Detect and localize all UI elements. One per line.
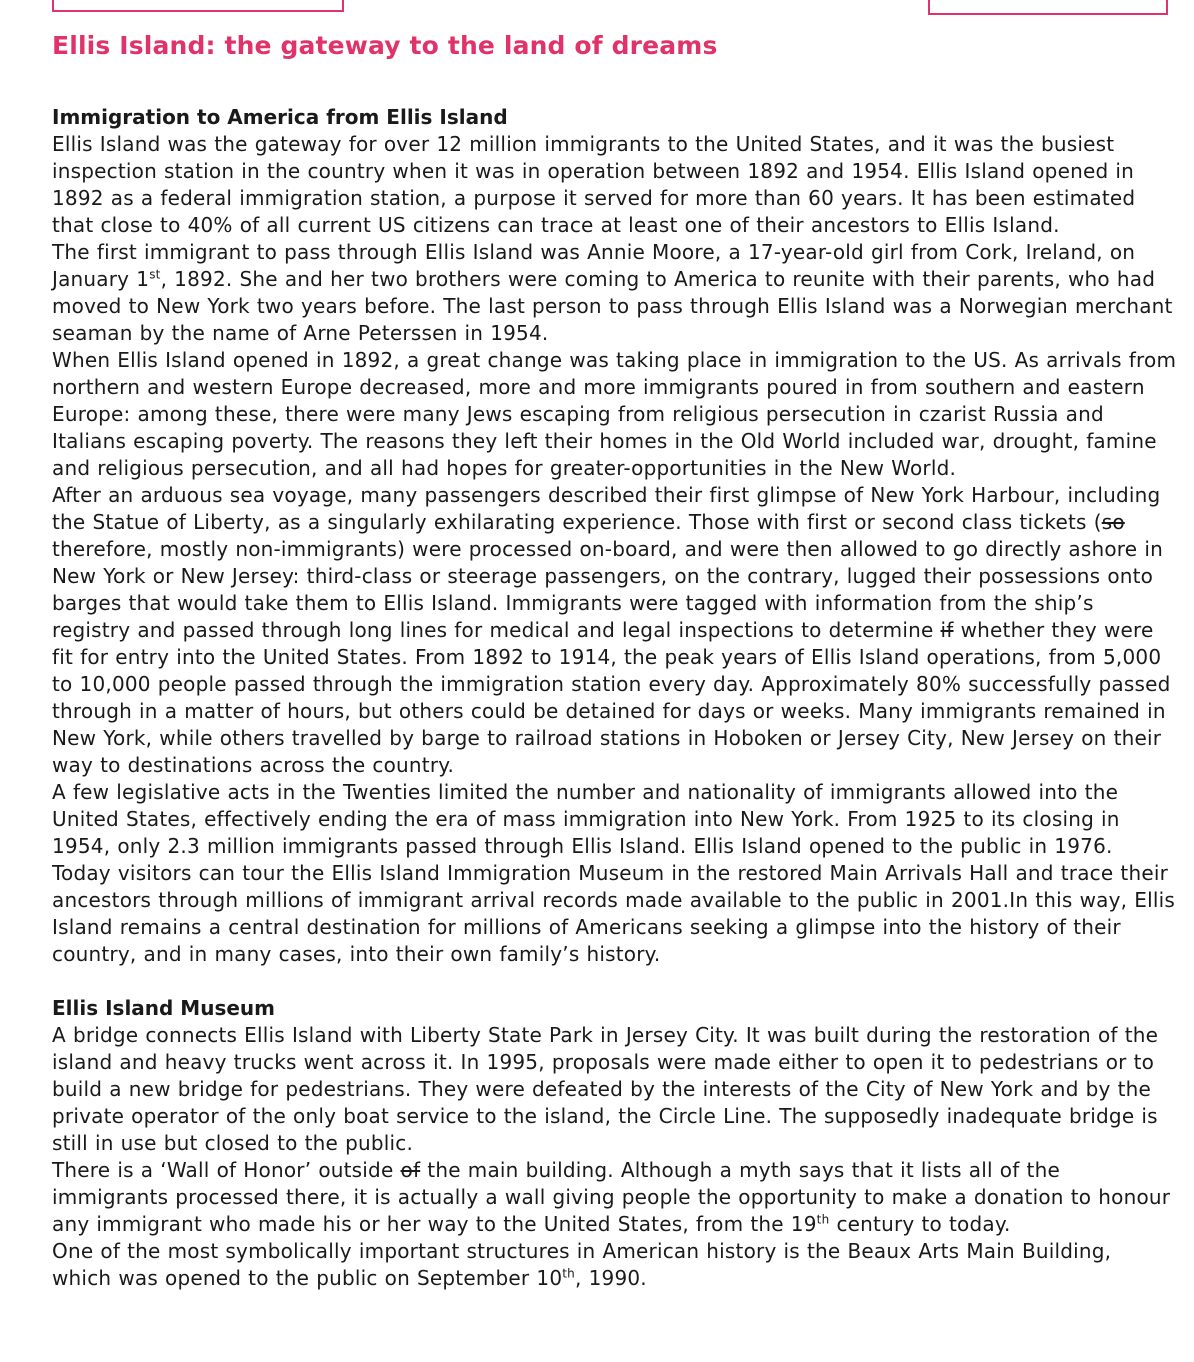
article — [52, 28, 1177, 1292]
struck-text: if — [940, 618, 954, 642]
article-title: Ellis Island: the gateway to the land of dreams — [52, 31, 718, 60]
text-run: therefore, mostly non-immigrants) were processed on-board, and were then allowed to go directly ashore in New York or New Jersey: third-class or steerage passengers, on the contrary, lugged their possessions onto barges that would take them to Ellis Island. Immigrants were tagged with information from the ship’s registry and passed through long lines for medical and legal inspections to determine — [52, 537, 1163, 642]
section-heading: Immigration to America from Ellis Island — [52, 105, 508, 129]
struck-text: so — [1101, 510, 1125, 534]
paragraph: A bridge connects Ellis Island with Liberty State Park in Jersey City. It was built during the restoration of the island and heavy trucks went across it. In 1995, proposals were made either to open it to pedestrians or to build a new bridge for pedestrians. They were defeated by the interests of the City of New York and by the private operator of the only boat service to the island, the Circle Line. The supposedly inadequate bridge is still in use but closed to the public. — [52, 1023, 1159, 1155]
text-run: After an arduous sea voyage, many passengers described their first glimpse of New York Harbour, including the Statue of Liberty, as a singularly exhilarating experience. Those with first or second class tickets ( — [52, 483, 1161, 534]
text-run: One of the most symbolically important structures in American history is the Beaux Arts Main Building, which was opened to the public on September 10 — [52, 1239, 1112, 1290]
header-box-left — [52, 0, 344, 12]
text-run: whether they were fit for entry into the United States. From 1892 to 1914, the peak years of Ellis Island operations, from 5,000 to 10,000 people passed through the immigration station every day. Approximately 80% successfully passed through in a matter of hours, but others could be detained for days or weeks. Many immigrants remained in New York, while others travelled by barge to railroad stations in Hoboken or Jersey City, New Jersey on their way to destinations across the country. — [52, 618, 1171, 777]
section-immigration — [52, 104, 1177, 968]
header-box-right — [928, 0, 1168, 15]
paragraph — [52, 1157, 1177, 1238]
text-run: , 1990. — [574, 1266, 647, 1290]
text-run: century to today. — [829, 1212, 1011, 1236]
text-run: The first immigrant to pass through Ellis Island was Annie Moore, a 17-year-old girl from Cork, Ireland, on January 1 — [52, 240, 1136, 291]
paragraph: When Ellis Island opened in 1892, a great change was taking place in immigration to the US. As arrivals from northern and western Europe decreased, more and more immigrants poured in from southern and eastern Europe: among these, there were many Jews escaping from religious persecution in czarist Russia and Italians escaping poverty. The reasons they left their homes in the Old World included war, drought, famine and religious persecution, and all had hopes for greater-opportunities in the New World. — [52, 348, 1177, 480]
section-museum — [52, 995, 1177, 1292]
paragraph: A few legislative acts in the Twenties limited the number and nationality of immigrants allowed into the United States, effectively ending the era of mass immigration into New York. From 1925 to its closing in 1954, only 2.3 million immigrants passed through Ellis Island. Ellis Island opened to the public in 1976. Today visitors can tour the Ellis Island Immigration Museum in the restored Main Arrivals Hall and trace their ancestors through millions of immigrant arrival records made available to the public in 2001.In this way, Ellis Island remains a central destination for millions of Americans seeking a glimpse into the history of their country, and in many cases, into their own family’s history. — [52, 780, 1176, 966]
text-run: the main building. Although a myth says that it lists all of the immigrants processed there, it is actually a wall giving people the opportunity to make a donation to honour any immigrant who made his or her way to the United States, from the 19 — [52, 1158, 1171, 1236]
paragraph — [52, 1238, 1177, 1292]
ordinal-suffix: th — [562, 1266, 575, 1281]
paragraph: Ellis Island was the gateway for over 12 million immigrants to the United States, and it was the busiest inspection station in the country when it was in operation between 1892 and 1954. Ellis Island opened in 1892 as a federal immigration station, a purpose it served for more than 60 years. It has been estimated that close to 40% of all current US citizens can trace at least one of their ancestors to Ellis Island. — [52, 132, 1136, 237]
section-heading: Ellis Island Museum — [52, 996, 275, 1020]
paragraph — [52, 239, 1177, 347]
text-run: , 1892. She and her two brothers were coming to America to reunite with their parents, who had moved to New York two years before. The last person to pass through Ellis Island was a Norwegian merchant seaman by the name of Arne Peterssen in 1954. — [52, 267, 1173, 345]
section-spacer — [52, 968, 1177, 995]
struck-text: of — [400, 1158, 421, 1182]
text-run: There is a ‘Wall of Honor’ outside — [52, 1158, 401, 1182]
ordinal-suffix: th — [816, 1212, 830, 1227]
paragraph — [52, 482, 1177, 779]
ordinal-suffix: st — [149, 267, 161, 282]
